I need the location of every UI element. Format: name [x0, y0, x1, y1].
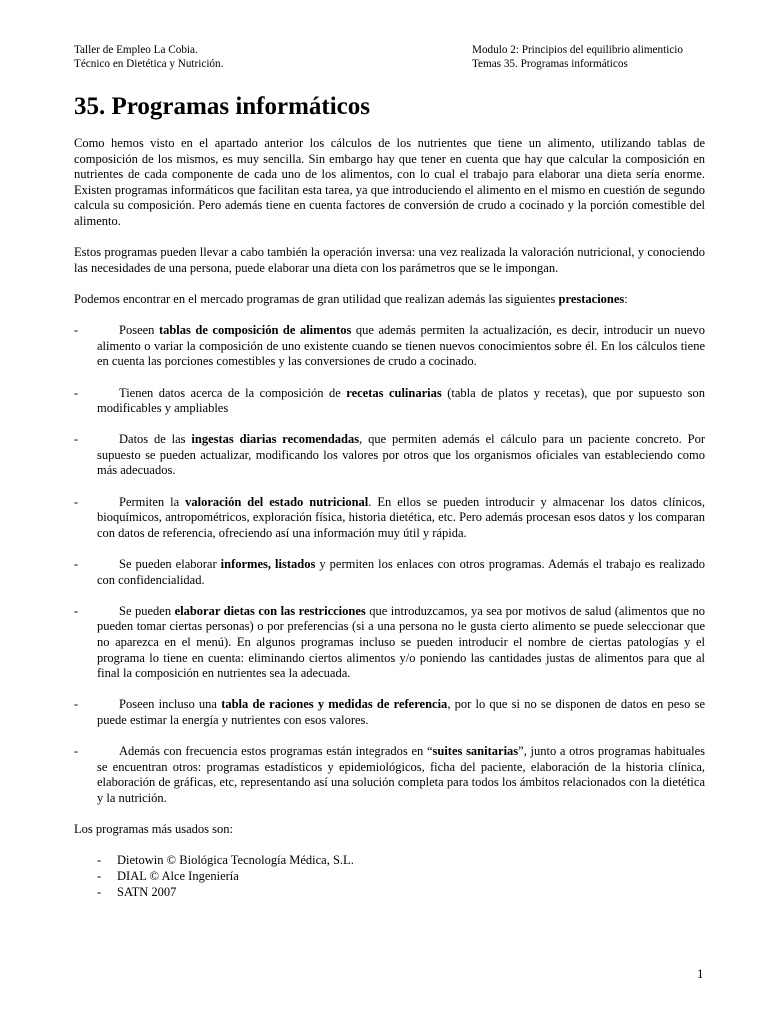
feature-item-6: [74, 604, 705, 682]
page-title: 35. Programas informáticos: [74, 93, 371, 120]
feature-text-end: que introduzcamos, ya sea por motivos de salud (alimentos que no pueden tomar ciertas personas) o por preferencias (si a una persona no le gusta cierto alimento se puede seleccionar que no aparezca en el menú). En algunos programas incluso se pueden introducir el nombre de ciertas patologías y el programa lo tiene en cuenta: eliminando ciertos alimentos y/o poniendo las cantidades justas de alimentos para que al final la composición en nutrientes sea la adecuada.: [97, 603, 705, 681]
feature-highlight: elaborar dietas con las restricciones: [174, 603, 366, 618]
dash-marker: -: [74, 744, 79, 759]
feature-text-end: (tabla de platos y recetas), que por supuesto son modificables y ampliables: [97, 385, 705, 416]
feature-text: [97, 557, 705, 588]
program-name: SATN 2007: [117, 884, 177, 899]
page-number: 1: [697, 966, 704, 981]
dash-marker: -: [97, 884, 102, 899]
program-name: DIAL © Alce Ingeniería: [117, 868, 239, 883]
feature-text-start: Se pueden elaborar: [119, 557, 221, 572]
program-item-1: [74, 853, 705, 869]
feature-text-start: Datos de las: [119, 432, 192, 447]
paragraph-1: Como hemos visto en el apartado anterior los cálculos de los nutrientes que tiene un alimento, utilizando tablas de composición de los mismos, es muy sencilla. Sin embargo hay que tener en cuenta que hay que calcular la composición en nutrientes de cada componente de cada uno de los alimentos, con lo cual el trabajo para elaborar una dieta sería enorme. Existen programas informáticos que facilitan esta tarea, ya que introduciendo el alimento en el mismo en cuestión de segundo calcula su composición. Pero además tiene en cuenta factores de conversión de crudo a cocinado y la porción comestible del alimento.: [74, 136, 705, 228]
feature-item-2: [74, 386, 705, 417]
dash-marker: -: [74, 323, 79, 338]
dash-marker: -: [74, 385, 79, 400]
feature-text-end: , que permiten además el cálculo para un paciente concreto. Por supuesto se pueden actualizar, modificando los valores por otros que los organismos oficiales van estableciendo como más adecuados.: [97, 432, 705, 478]
feature-text-start: Permiten la: [119, 494, 186, 509]
feature-text: [97, 323, 705, 370]
feature-text-start: Poseen: [119, 323, 159, 338]
intro-after: :: [624, 291, 628, 306]
header-left: [74, 43, 223, 71]
intro-bold: prestaciones: [558, 291, 625, 306]
feature-item-3: [74, 432, 705, 479]
feature-highlight: recetas culinarias: [346, 385, 442, 400]
feature-highlight: valoración del estado nutricional: [185, 494, 369, 509]
feature-item-8: [74, 744, 705, 806]
feature-text: [97, 495, 705, 542]
dash-marker: -: [74, 557, 79, 572]
intro-text: Podemos encontrar en el mercado programas de gran utilidad que realizan además las siguientes: [74, 291, 559, 306]
feature-highlight: tabla de raciones y medidas de referencia: [221, 697, 448, 712]
features-intro: [74, 292, 705, 308]
paragraph-2: Estos programas pueden llevar a cabo también la operación inversa: una vez realizada la valoración nutricional, y conociendo las necesidades de una persona, puede elaborar una dieta con los parámetros que se le impongan.: [74, 245, 705, 275]
header-right-line-1: Modulo 2: Principios del equilibrio alimenticio: [472, 44, 683, 56]
feature-item-7: [74, 697, 705, 728]
feature-highlight: tablas de composición de alimentos: [158, 323, 352, 338]
document-body: [74, 136, 705, 900]
feature-text-end: , por lo que si no se disponen de datos en peso se puede estimar la energía y nutrientes con esos valores.: [97, 697, 705, 727]
feature-text-end: y permiten los enlaces con otros programas. Además el trabajo es realizado con confidencialidad.: [97, 557, 706, 587]
feature-text-end: que además permiten la actualización, es decir, introducir un nuevo alimento o variar la composición de uno existente cuando se tienen nuevos conocimientos sobre él. En los cálculos tiene en cuenta las porciones comestibles y las conversiones de crudo a cocinado.: [97, 323, 705, 369]
feature-item-5: [74, 557, 705, 588]
program-name: Dietowin © Biológica Tecnología Médica, S.L.: [117, 853, 354, 868]
program-item-2: [74, 869, 705, 885]
dash-marker: -: [74, 697, 79, 712]
program-item-3: [74, 885, 705, 901]
dash-marker: -: [97, 853, 102, 868]
dash-marker: -: [97, 868, 102, 883]
header-right: [472, 43, 683, 71]
dash-marker: -: [74, 494, 79, 509]
feature-text: [97, 604, 705, 682]
feature-highlight: ingestas diarias recomendadas: [191, 432, 360, 447]
header-left-line-2: Técnico en Dietética y Nutrición.: [74, 58, 224, 70]
programs-heading: Los programas más usados son:: [74, 822, 234, 837]
feature-highlight: suites sanitarias: [432, 744, 519, 759]
feature-text-start: Se pueden: [119, 603, 175, 618]
header-left-line-1: Taller de Empleo La Cobia.: [74, 44, 198, 56]
feature-text-end: . En ellos se pueden introducir y almacenar los datos clínicos, bioquímicos, antropométricos, exploración física, historia dietética, etc. Pero además procesan esos datos y los comparan con datos de referencia, ofreciendo así una información muy útil y rápida.: [97, 494, 706, 540]
feature-text: [97, 386, 705, 417]
feature-item-1: [74, 323, 705, 370]
programs-list: [74, 853, 705, 900]
feature-item-4: [74, 495, 705, 542]
dash-marker: -: [74, 432, 79, 447]
feature-text-start: Tienen datos acerca de la composición de: [119, 385, 347, 400]
feature-text-end: ”, junto a otros programas habituales se encuentran otros: programas estadísticos y epidemiológicos, ficha del paciente, elaboración de la historia clínica, elaboración de gráficas, etc, representando así una solución completa para todos los ámbitos relacionados con la dietética y la nutrición.: [97, 744, 706, 805]
feature-highlight: informes, listados: [220, 557, 316, 572]
feature-text-start: Poseen incluso una: [119, 697, 222, 712]
dash-marker: -: [74, 603, 79, 618]
feature-text: [97, 697, 705, 728]
feature-text: [97, 432, 705, 479]
header-right-line-2: Temas 35. Programas informáticos: [472, 58, 628, 70]
feature-text: [97, 744, 705, 806]
feature-text-start: Además con frecuencia estos programas están integrados en “: [119, 744, 433, 759]
